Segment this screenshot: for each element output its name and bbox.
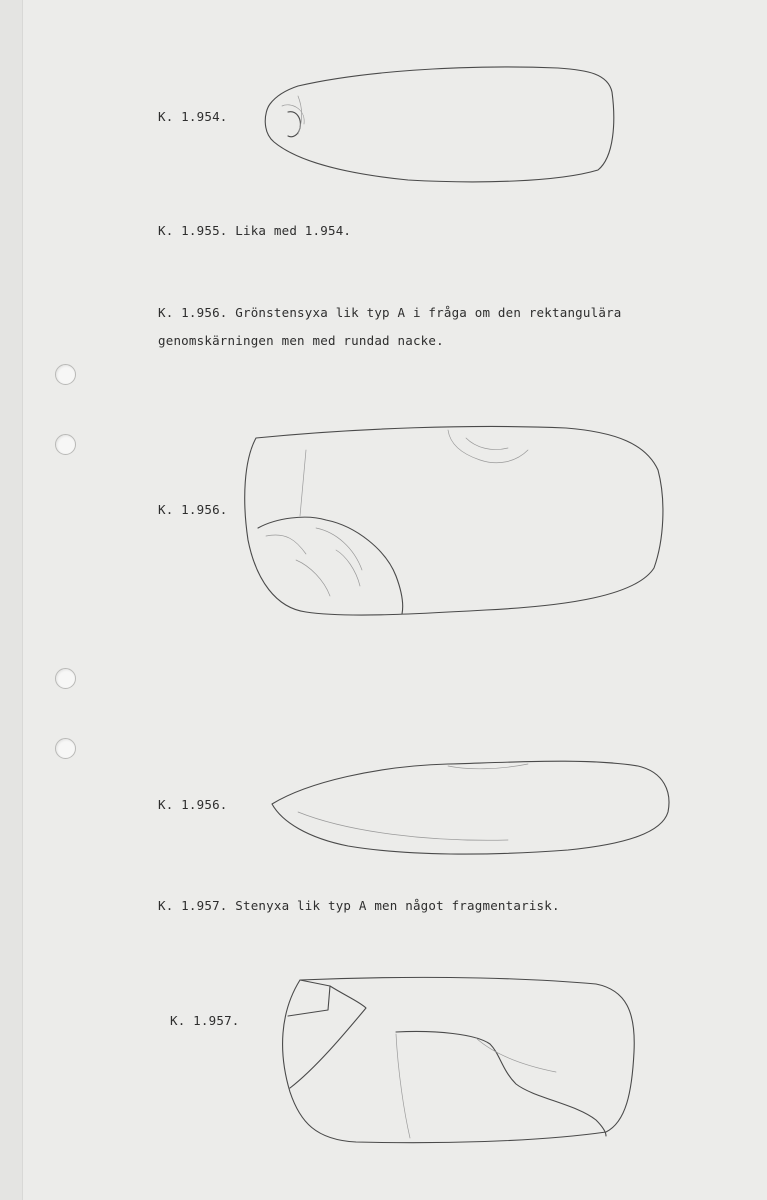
punch-hole — [55, 434, 76, 455]
punch-hole — [55, 364, 76, 385]
axe-drawing-k1956-side — [268, 752, 674, 862]
page-binding-edge — [0, 0, 23, 1200]
punch-hole — [55, 668, 76, 689]
label-k1956-front: K. 1.956. — [158, 502, 228, 517]
label-k1955: K. 1.955. Lika med 1.954. — [158, 223, 352, 238]
label-k1954: K. 1.954. — [158, 109, 228, 124]
axe-drawing-k1957 — [276, 972, 646, 1152]
description-k1957: K. 1.957. Stenyxa lik typ A men något fragmentarisk. — [158, 898, 560, 913]
axe-drawing-k1954 — [258, 62, 618, 188]
label-k1956-side: K. 1.956. — [158, 797, 228, 812]
axe-drawing-k1956-front — [236, 420, 670, 622]
punch-hole — [55, 738, 76, 759]
label-k1957: K. 1.957. — [170, 1013, 240, 1028]
description-k1956: K. 1.956. Grönstensyxa lik typ A i fråga om den rektangulära genomskärningen men med rundad nacke. — [158, 305, 622, 348]
